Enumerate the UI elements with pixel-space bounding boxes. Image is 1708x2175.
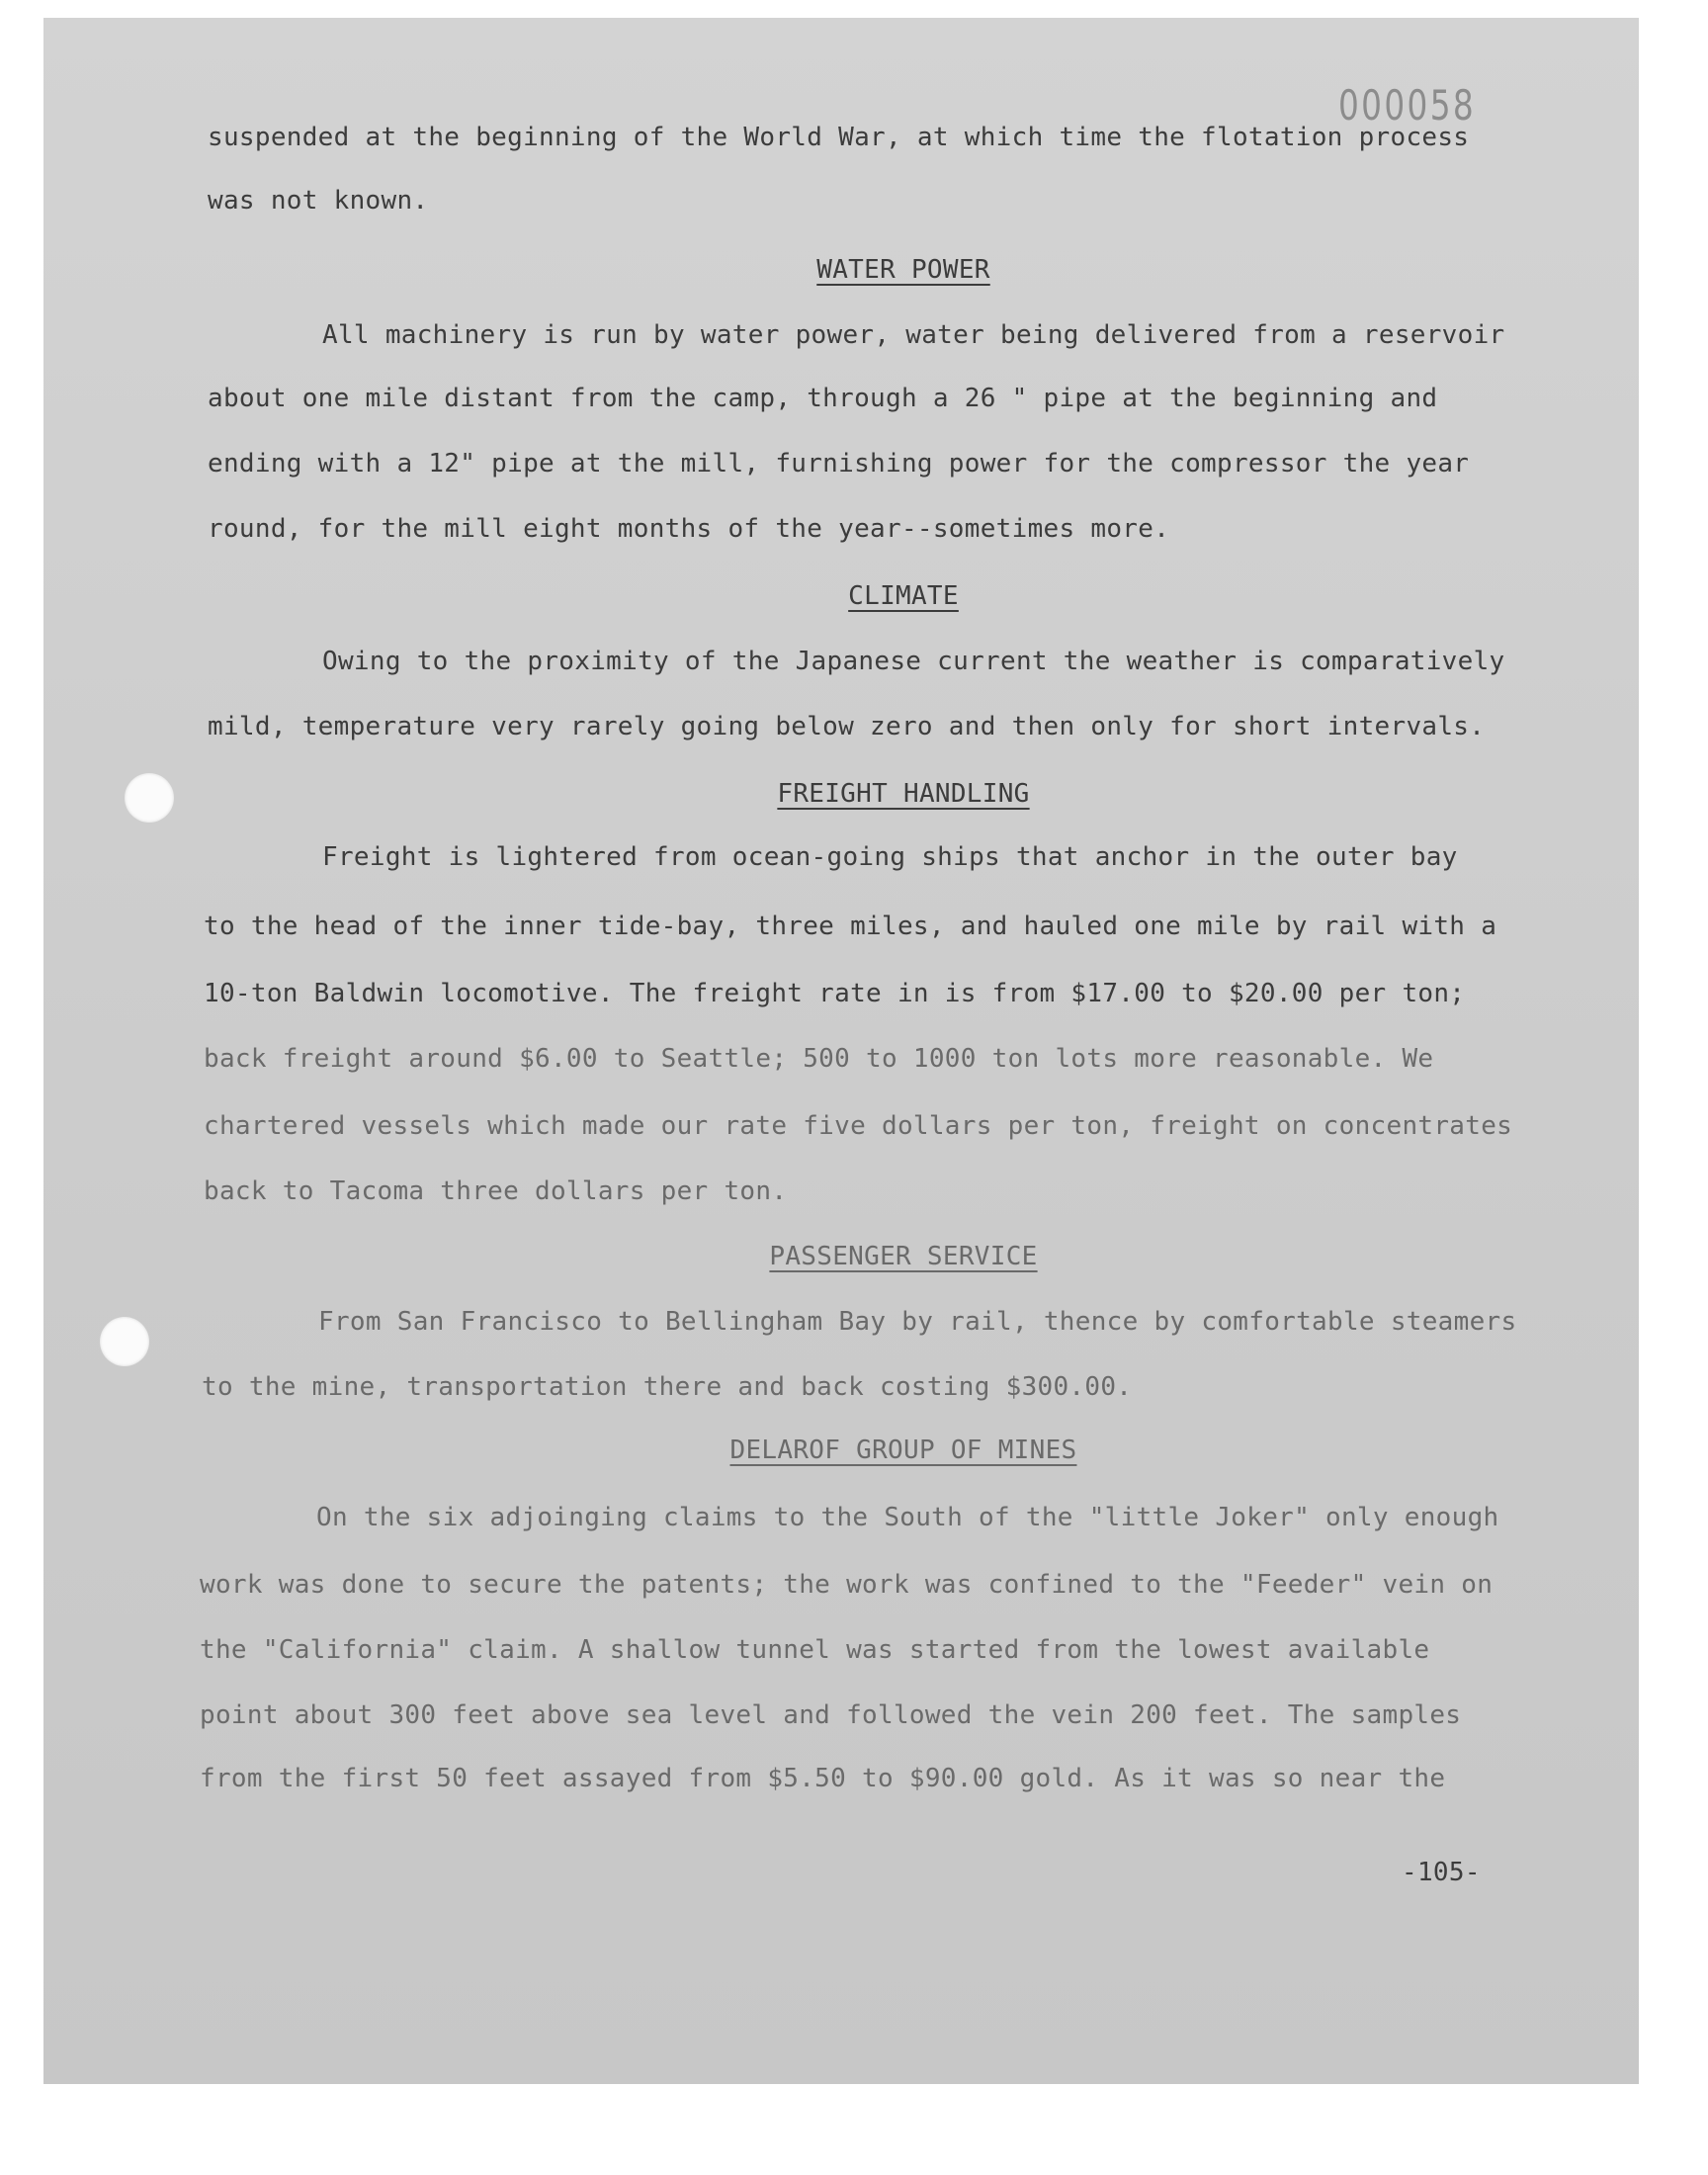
intro-line: suspended at the beginning of the World War, at which time the flotation process xyxy=(208,123,1470,152)
paragraph-line: 10-ton Baldwin locomotive. The freight rate in is from $17.00 to $20.00 per ton; xyxy=(204,979,1466,1008)
section-heading-passenger-service xyxy=(0,1242,1708,1271)
paragraph-line: back to Tacoma three dollars per ton. xyxy=(204,1176,788,1206)
heading-text: PASSENGER SERVICE xyxy=(769,1242,1038,1271)
punch-hole-bottom xyxy=(100,1317,149,1366)
paragraph-line: mild, temperature very rarely going below zero and then only for short intervals. xyxy=(208,712,1486,741)
paragraph-line: from the first 50 feet assayed from $5.50 to $90.00 gold. As it was so near the xyxy=(200,1764,1446,1793)
heading-text: DELAROF GROUP OF MINES xyxy=(729,1436,1077,1465)
paragraph-line: On the six adjoinging claims to the South of the "little Joker" only enough xyxy=(316,1503,1499,1532)
document-number-stamp: 000058 xyxy=(1338,81,1477,130)
paragraph-line: From San Francisco to Bellingham Bay by rail, thence by comfortable steamers xyxy=(318,1307,1517,1337)
paragraph-line: Freight is lightered from ocean-going ships that anchor in the outer bay xyxy=(322,842,1458,872)
intro-line: was not known. xyxy=(208,186,429,216)
heading-text: CLIMATE xyxy=(848,581,959,611)
paragraph-line: round, for the mill eight months of the year--sometimes more. xyxy=(208,514,1170,544)
section-heading-freight-handling xyxy=(0,779,1708,809)
paragraph-line: Owing to the proximity of the Japanese current the weather is comparatively xyxy=(322,647,1505,676)
paragraph-line: about one mile distant from the camp, through a 26 " pipe at the beginning and xyxy=(208,384,1438,413)
paragraph-line: to the mine, transportation there and back costing $300.00. xyxy=(202,1372,1133,1402)
paragraph-line: All machinery is run by water power, water being delivered from a reservoir xyxy=(322,320,1505,350)
paragraph-line: back freight around $6.00 to Seattle; 500 to 1000 ton lots more reasonable. We xyxy=(204,1044,1434,1074)
heading-text: FREIGHT HANDLING xyxy=(777,779,1030,809)
paragraph-line: work was done to secure the patents; the work was confined to the "Feeder" vein on xyxy=(200,1570,1494,1600)
paragraph-line: point about 300 feet above sea level and followed the vein 200 feet. The samples xyxy=(200,1700,1462,1730)
paragraph-line: ending with a 12" pipe at the mill, furnishing power for the compressor the year xyxy=(208,449,1470,478)
paragraph-line: chartered vessels which made our rate five dollars per ton, freight on concentrates xyxy=(204,1111,1513,1141)
paragraph-line: the "California" claim. A shallow tunnel was started from the lowest available xyxy=(200,1635,1430,1665)
section-heading-climate xyxy=(0,581,1708,611)
page-number: -105- xyxy=(1402,1858,1481,1887)
section-heading-delarof-group xyxy=(0,1436,1708,1465)
section-heading-water-power xyxy=(0,255,1708,285)
heading-text: WATER POWER xyxy=(816,255,990,285)
paragraph-line: to the head of the inner tide-bay, three miles, and hauled one mile by rail with a xyxy=(204,912,1497,941)
